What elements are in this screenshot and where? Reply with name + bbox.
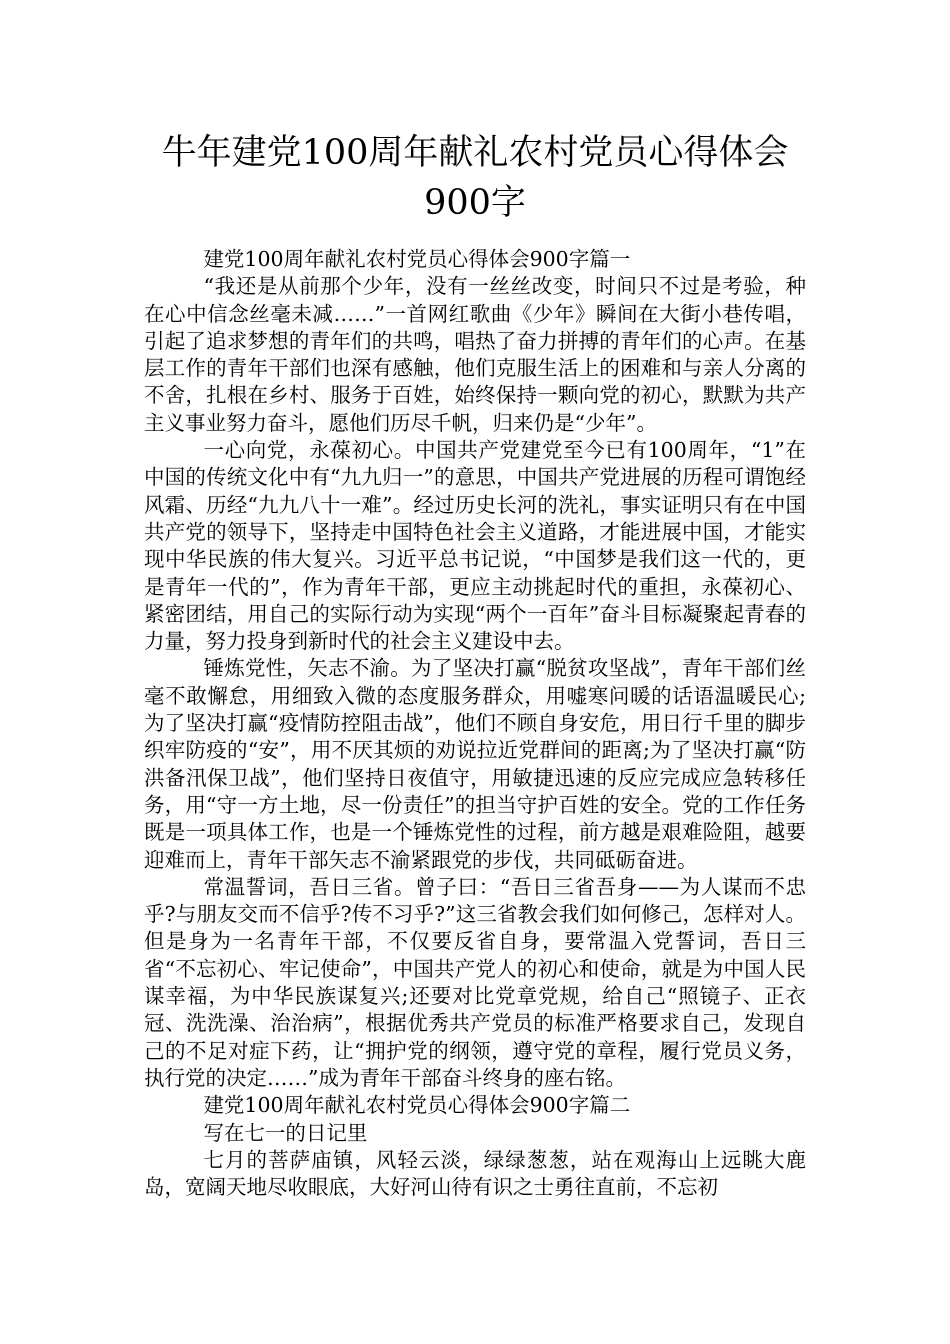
paragraph: 锤炼党性，矢志不渝。为了坚决打赢“脱贫攻坚战”，青年干部们丝毫不敢懈怠，用细致入微的态度服务群众，用嘘寒问暖的话语温暖民心;为了坚决打赢“疫情防控阻击战”，他们不顾自身安危，用日行千里的脚步织牢防疫的“安”，用不厌其烦的劝说拉近党群间的距离;为了坚决打赢“防洪备汛保卫战”，他们坚持日夜值守，用敏捷迅速的反应完成应急转移任务，用“守一方土地，尽一份责任”的担当守护百姓的安全。党的工作任务既是一项具体工作，也是一个锤炼党性的过程，前方越是艰难险阻，越要迎难而上，青年干部矢志不渝紧跟党的步伐，共同砥砺奋进。 (144, 656, 806, 872)
title-line-2: 900字 (424, 183, 526, 223)
section-heading-2: 建党100周年献礼农村党员心得体会900字篇二 (203, 1093, 631, 1118)
section-heading-1: 建党100周年献礼农村党员心得体会900字篇一 (203, 247, 631, 271)
paragraph: “我还是从前那个少年，没有一丝丝改变，时间只不过是考验，种在心中信念丝毫未减……”一首网红歌曲《少年》瞬间在大街小巷传唱，引起了追求梦想的青年们的共鸣，唱热了奋力拼搏的青年们的心声。在基层工作的青年干部们也深有感触，他们克服生活上的困难和与亲人分离的不舍，扎根在乡村、服务于百姓，始终保持一颗向党的初心，默默为共产主义事业努力奋斗，愿他们历尽千帆，归来仍是“少年”。 (144, 274, 806, 435)
subheading: 写在七一的日记里 (203, 1120, 368, 1145)
paragraph: 常温誓词，吾日三省。曾子曰：“吾日三省吾身——为人谋而不忠乎?与朋友交而不信乎?传不习乎?”这三省教会我们如何修己，怎样对人。但是身为一名青年干部，不仅要反省自身，要常温入党誓词，吾日三省“不忘初心、牢记使命”，中国共产党人的初心和使命，就是为中国人民谋幸福，为中华民族谋复兴;还要对比党章党规，给自己“照镜子、正衣冠、洗洗澡、治治病”，根据优秀共产党员的标准严格要求自己，发现自己的不足对症下药，让“拥护党的纲领，遵守党的章程，履行党员义务，执行党的决定……”成为青年干部奋斗终身的座右铭。 (144, 874, 806, 1090)
paragraph: 一心向党，永葆初心。中国共产党建党至今已有100周年，“1”在中国的传统文化中有“九九归一”的意思，中国共产党进展的历程可谓饱经风霜、历经“九九八十一难”。经过历史长河的洗礼，事实证明只有在中国共产党的领导下，坚持走中国特色社会主义道路，才能进展中国，才能实现中华民族的伟大复兴。习近平总书记说，“中国梦是我们这一代的，更是青年一代的”，作为青年干部，更应主动挑起时代的重担，永葆初心、紧密团结，用自己的实际行动为实现“两个一百年”奋斗目标凝聚起青春的力量，努力投身到新时代的社会主义建设中去。 (144, 438, 806, 654)
title-line-1: 牛年建党100周年献礼农村党员心得体会 (161, 133, 789, 173)
document-title (0, 128, 950, 228)
document-body (144, 246, 806, 1201)
paragraph: 七月的菩萨庙镇，风轻云淡，绿绿葱葱，站在观海山上远眺大鹿岛，宽阔天地尽收眼底，大好河山待有识之士勇往直前，不忘初 (144, 1147, 806, 1200)
